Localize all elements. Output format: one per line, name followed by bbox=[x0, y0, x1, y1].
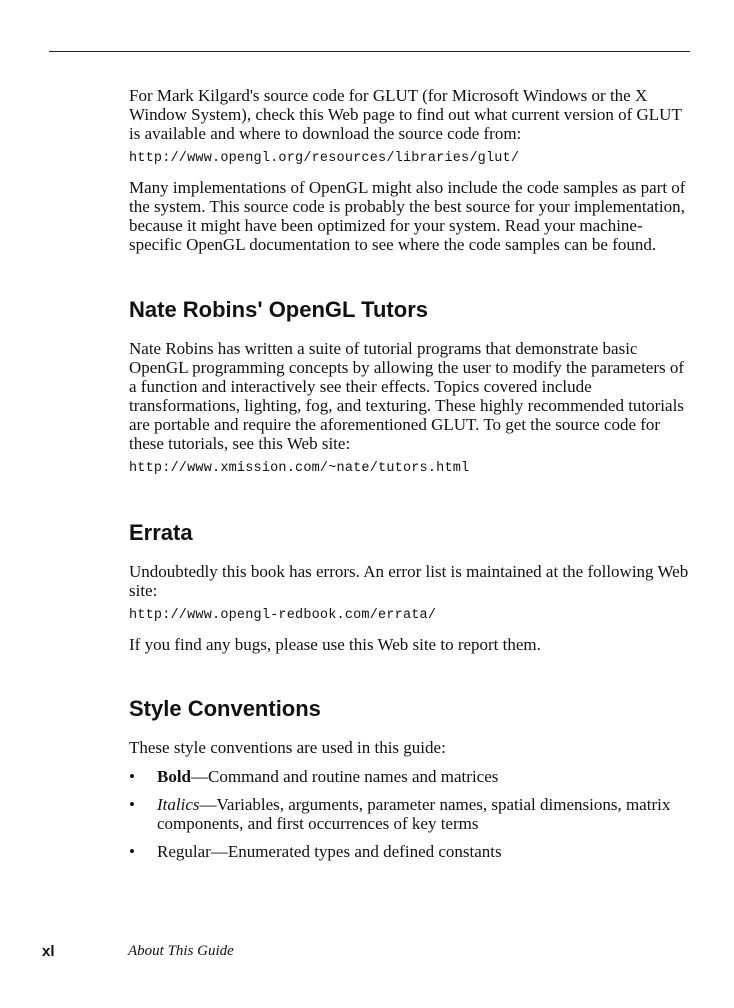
bullet-icon: • bbox=[129, 842, 135, 861]
running-footer-title: About This Guide bbox=[128, 943, 234, 959]
nate-robins-heading: Nate Robins' OpenGL Tutors bbox=[129, 297, 428, 322]
page-body bbox=[129, 86, 689, 870]
list-item-bold bbox=[129, 767, 689, 786]
style-conventions-list bbox=[129, 767, 689, 861]
desc-italics: —Variables, arguments, parameter names, spatial dimensions, matrix components, and first occurrences of key terms bbox=[157, 795, 671, 833]
errata-url: http://www.opengl-redbook.com/errata/ bbox=[129, 608, 437, 623]
term-regular: Regular bbox=[157, 842, 211, 861]
report-bugs-paragraph: If you find any bugs, please use this Web site to report them. bbox=[129, 635, 541, 654]
nate-robins-url: http://www.xmission.com/~nate/tutors.html bbox=[129, 461, 470, 476]
bullet-icon: • bbox=[129, 767, 135, 786]
term-italics: Italics bbox=[157, 795, 200, 814]
style-conventions-intro: These style conventions are used in this guide: bbox=[129, 738, 446, 757]
page-number: xl bbox=[42, 943, 55, 960]
errata-paragraph: Undoubtedly this book has errors. An error list is maintained at the following Web site: bbox=[129, 562, 689, 600]
implementations-paragraph: Many implementations of OpenGL might also include the code samples as part of the system. This source code is probably the best source for your implementation, because it might have been optimized for your system. Read your machine-specific OpenGL documentation to see where the code samples can be found. bbox=[129, 178, 686, 254]
style-conventions-heading: Style Conventions bbox=[129, 696, 321, 721]
list-item-italics bbox=[129, 795, 689, 833]
desc-bold: —Command and routine names and matrices bbox=[191, 767, 499, 786]
glut-source-paragraph: For Mark Kilgard's source code for GLUT (for Microsoft Windows or the X Window System), check this Web page to find out what current version of GLUT is available and where to download the source code from: bbox=[129, 86, 682, 143]
header-rule bbox=[49, 51, 690, 52]
nate-robins-paragraph: Nate Robins has written a suite of tutorial programs that demonstrate basic OpenGL programming concepts by allowing the user to modify the parameters of a function and interactively see their effects. Topics covered include transformations, lighting, fog, and texturing. These highly recommended tutorials are portable and require the aforementioned GLUT. To get the source code for these tutorials, see this Web site: bbox=[129, 339, 685, 453]
desc-regular: —Enumerated types and defined constants bbox=[210, 842, 502, 861]
glut-url: http://www.opengl.org/resources/libraries/glut/ bbox=[129, 151, 520, 166]
term-bold: Bold bbox=[157, 767, 192, 786]
errata-heading: Errata bbox=[129, 520, 193, 545]
bullet-icon: • bbox=[129, 795, 135, 814]
list-item-regular bbox=[129, 842, 689, 861]
